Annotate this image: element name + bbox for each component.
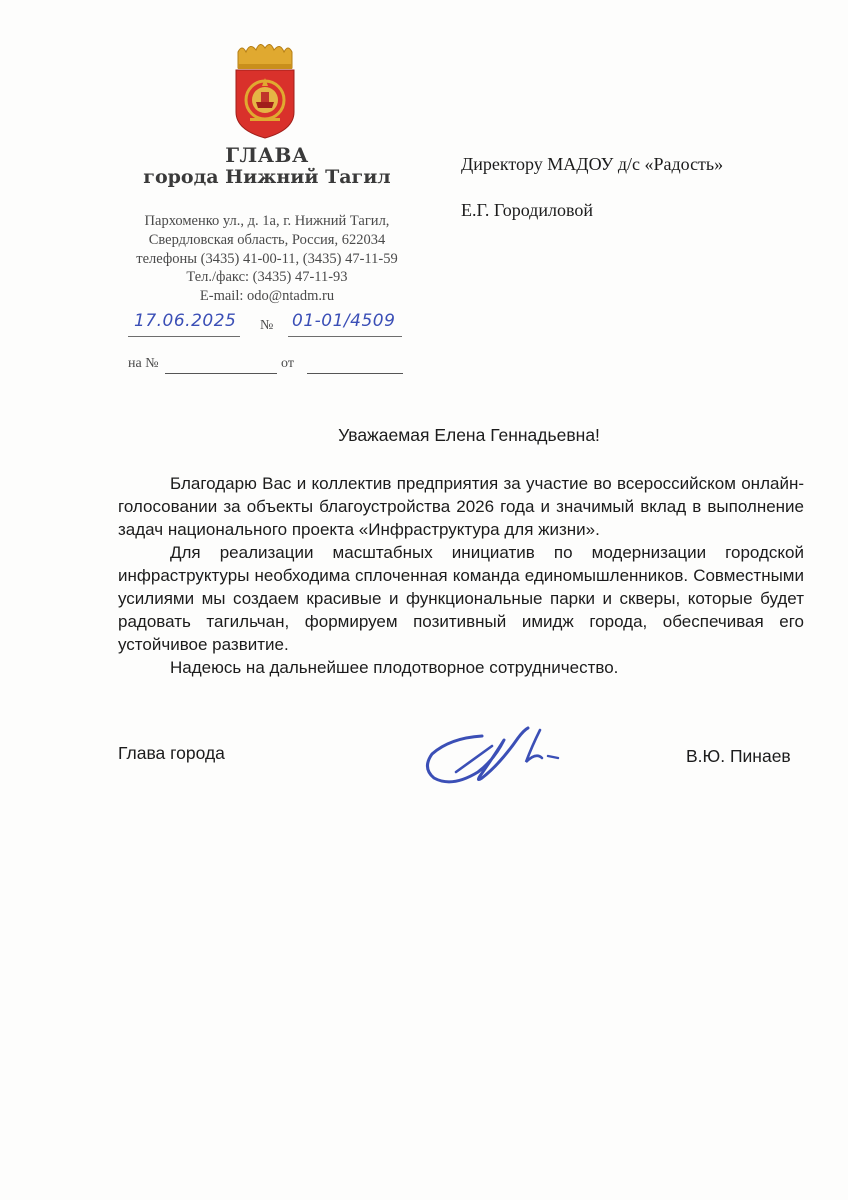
letterhead-title: ГЛАВА bbox=[225, 143, 309, 167]
letterhead-address: Пархоменко ул., д. 1а, г. Нижний Тагил, bbox=[144, 213, 390, 229]
handwritten-signature bbox=[420, 716, 570, 794]
body-paragraph: Надеюсь на дальнейшее плодотворное сотрудничество. bbox=[170, 658, 619, 677]
reference-from-label: от bbox=[281, 356, 294, 371]
addressee-name: Е.Г. Городиловой bbox=[461, 200, 593, 220]
letter-body bbox=[118, 472, 804, 679]
signatory-role: Глава города bbox=[118, 743, 225, 763]
letterhead-email: E-mail: odo@ntadm.ru bbox=[199, 288, 335, 304]
reference-number-blank bbox=[165, 373, 277, 374]
body-paragraph: Благодарю Вас и коллектив предприятия за участие во всероссийском онлайн-голосовании за объекты благоустройства 2026 года и значимый вклад в выполнение задач национального проекта «Инфраструктура для жизни». bbox=[118, 474, 804, 539]
coat-of-arms-emblem bbox=[228, 38, 302, 140]
letterhead-phones: телефоны (3435) 41-00-11, (3435) 47-11-59 bbox=[136, 251, 398, 267]
handwritten-reg-number: 01-01/4509 bbox=[292, 311, 396, 331]
letterhead-subtitle: города Нижний Тагил bbox=[143, 166, 391, 188]
letterhead-fax: Тел./факс: (3435) 47-11-93 bbox=[186, 269, 348, 285]
body-paragraph: Для реализации масштабных инициатив по модернизации городской инфраструктуры необходима сплоченная команда единомышленников. Совместными усилиями мы создаем красивые и функциональные парки и скверы, которые будет радовать тагильчан, формируем позитивный имидж города, обеспечивая его устойчивое развитие. bbox=[118, 543, 804, 654]
letterhead-region: Свердловская область, Россия, 622034 bbox=[148, 232, 386, 248]
signatory-name: В.Ю. Пинаев bbox=[686, 746, 791, 766]
letter-greeting: Уважаемая Елена Геннадьевна! bbox=[338, 425, 600, 445]
number-sign: № bbox=[260, 318, 274, 333]
addressee-position: Директору МАДОУ д/с «Радость» bbox=[461, 154, 724, 174]
reference-date-blank bbox=[307, 373, 403, 374]
handwritten-reg-date: 17.06.2025 bbox=[134, 311, 237, 331]
reference-number-label: на № bbox=[128, 356, 159, 371]
